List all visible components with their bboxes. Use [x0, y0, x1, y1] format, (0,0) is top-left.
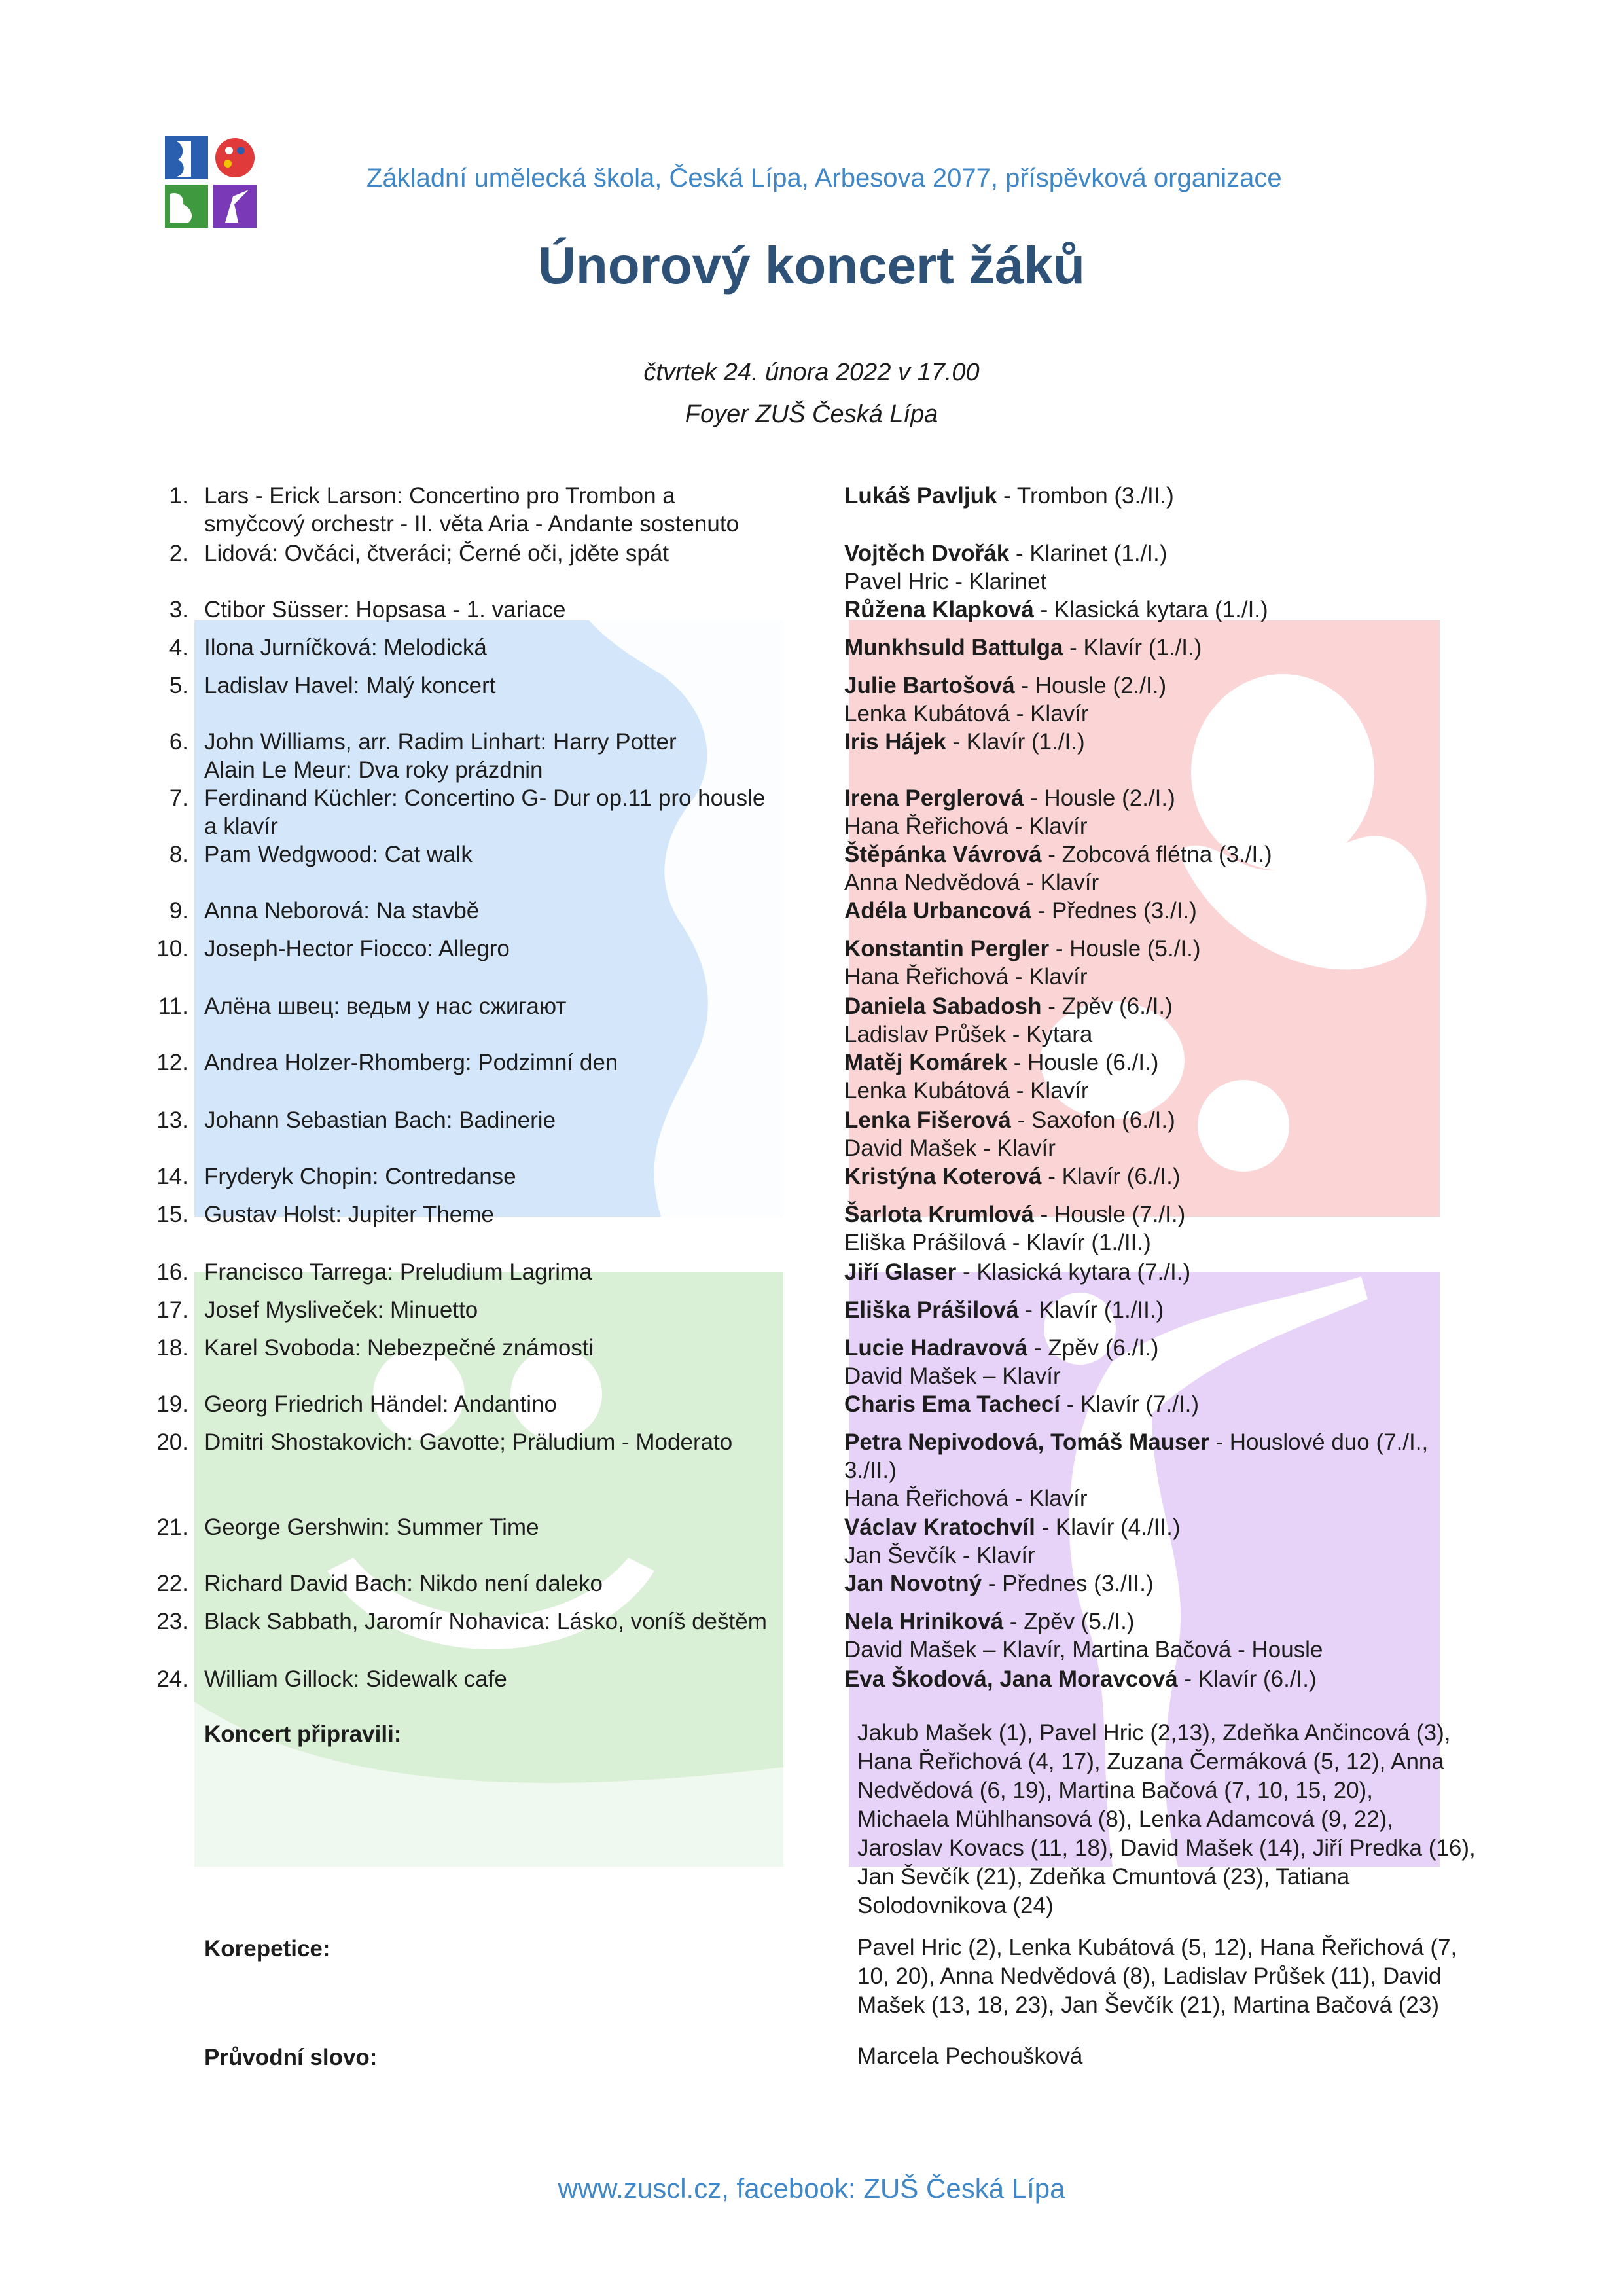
- performer-detail: - Klavír (1./I.): [1063, 635, 1202, 660]
- performer-detail: - Klasická kytara (1./I.): [1033, 597, 1268, 622]
- program-number: 13.: [156, 1107, 188, 1133]
- performer-detail: David Mašek – Klavír: [844, 1363, 1061, 1389]
- performer-name: Růžena Klapková: [844, 597, 1034, 622]
- performer-name: Lenka Fišerová: [844, 1107, 1011, 1133]
- performer-detail: David Mašek – Klavír, Martina Bačová - Housle: [844, 1637, 1323, 1662]
- concert-date: čtvrtek 24. února 2022 v 17.00: [643, 359, 980, 386]
- credits-label: Korepetice:: [204, 1936, 330, 1962]
- performer-name: Jiří Glaser: [844, 1259, 957, 1285]
- performer-detail: - Klavír (4./II.): [1035, 1515, 1181, 1540]
- performer-detail: Hana Řeřichová - Klavír: [844, 1486, 1088, 1511]
- program-performers: [844, 1049, 1499, 1105]
- performer-detail: Ladislav Průšek - Kytara: [844, 1022, 1093, 1047]
- program-number: 11.: [158, 994, 188, 1019]
- program-number: 3.: [169, 597, 188, 622]
- performer-name: Eva Škodová, Jana Moravcová: [844, 1666, 1178, 1692]
- performer-detail: - Housle (7./I.): [1033, 1202, 1186, 1227]
- performer-detail: Hana Řeřichová - Klavír: [844, 814, 1088, 839]
- program-piece: Black Sabbath, Jaromír Nohavica: Lásko, voníš deštěm: [204, 1609, 767, 1634]
- program-number: 12.: [156, 1050, 188, 1075]
- program-piece: Алёна швец: ведьм у нас сжигают: [204, 994, 567, 1019]
- program-piece: Georg Friedrich Händel: Andantino: [204, 1391, 557, 1417]
- performer-detail: Pavel Hric - Klarinet: [844, 569, 1047, 594]
- performer-name: Lukáš Pavljuk: [844, 483, 997, 509]
- program-piece: Andrea Holzer-Rhomberg: Podzimní den: [204, 1050, 618, 1075]
- program-piece: Fryderyk Chopin: Contredanse: [204, 1164, 516, 1189]
- program-performers: [844, 1665, 1499, 1693]
- performer-name: Matěj Komárek: [844, 1050, 1007, 1075]
- program-number: 24.: [156, 1666, 188, 1692]
- program-piece: Dmitri Shostakovich: Gavotte; Präludium - Moderato: [204, 1429, 733, 1455]
- performer-detail: - Klasická kytara (7./I.): [956, 1259, 1191, 1285]
- performer-detail: - Zpěv (6./I.): [1027, 1335, 1159, 1361]
- zus-logo-icon: [165, 136, 257, 228]
- program-number: 6.: [169, 729, 188, 755]
- performer-detail: - Housle (2./I.): [1014, 673, 1167, 698]
- program-number: 17.: [156, 1297, 188, 1323]
- program-number: 2.: [169, 541, 188, 566]
- program-performers: [844, 728, 1499, 756]
- performer-name: Štěpánka Vávrová: [844, 842, 1042, 867]
- program-piece: Gustav Holst: Jupiter Theme: [204, 1202, 494, 1227]
- performer-name: Irena Perglerová: [844, 785, 1024, 811]
- performer-name: Munkhsuld Battulga: [844, 635, 1063, 660]
- performer-detail: Anna Nedvědová - Klavír: [844, 870, 1099, 895]
- performer-detail: - Klarinet (1./I.): [1009, 541, 1168, 566]
- program-performers: [844, 1258, 1499, 1286]
- performer-detail: - Zpěv (5./I.): [1003, 1609, 1135, 1634]
- program-piece: Anna Neborová: Na stavbě: [204, 898, 480, 924]
- concert-venue: Foyer ZUŠ Česká Lípa: [685, 401, 938, 428]
- program-piece: Ferdinand Küchler: Concertino G- Dur op.11 pro housle a klavír: [204, 785, 766, 839]
- credits-text: Marcela Pechoušková: [857, 2043, 1083, 2069]
- program-performers: [844, 596, 1499, 624]
- performer-detail: - Housle (2./I.): [1024, 785, 1175, 811]
- performer-name: Václav Kratochvíl: [844, 1515, 1035, 1540]
- program-performers: [844, 1390, 1499, 1418]
- program-number: 4.: [169, 635, 188, 660]
- program-performers: [844, 1200, 1499, 1257]
- program-piece: Ladislav Havel: Malý koncert: [204, 673, 496, 698]
- program-performers: [844, 672, 1499, 728]
- program-number: 16.: [156, 1259, 188, 1285]
- program-number: 19.: [156, 1391, 188, 1417]
- performer-name: Kristýna Koterová: [844, 1164, 1042, 1189]
- performer-detail: - Přednes (3./II.): [982, 1571, 1154, 1596]
- program-performers: [844, 992, 1499, 1049]
- performer-detail: - Klavír (1./I.): [946, 729, 1085, 755]
- program-number: 1.: [169, 483, 188, 509]
- performer-detail: Lenka Kubátová - Klavír: [844, 1078, 1089, 1103]
- performer-detail: - Klavír (7./I.): [1060, 1391, 1200, 1417]
- performer-detail: - Zpěv (6./I.): [1041, 994, 1173, 1019]
- program-performers: [844, 1570, 1499, 1598]
- performer-detail: - Housle (5./I.): [1049, 936, 1201, 961]
- credits-label: Průvodní slovo:: [204, 2045, 378, 2070]
- program-piece: John Williams, arr. Radim Linhart: Harry Potter Alain Le Meur: Dva roky prázdnin: [204, 729, 677, 783]
- program-piece: Richard David Bach: Nikdo není daleko: [204, 1571, 603, 1596]
- school-name: Základní umělecká škola, Česká Lípa, Arbesova 2077, příspěvková organizace: [366, 164, 1282, 192]
- credits-label: Koncert připravili:: [204, 1721, 402, 1747]
- performer-name: Vojtěch Dvořák: [844, 541, 1010, 566]
- performer-detail: - Přednes (3./I.): [1031, 898, 1197, 924]
- performer-detail: - Klavír (1./II.): [1018, 1297, 1164, 1323]
- program-number: 7.: [169, 785, 188, 811]
- program-piece: Ctibor Süsser: Hopsasa - 1. variace: [204, 597, 566, 622]
- program-performers: [844, 1428, 1499, 1513]
- program-piece: Johann Sebastian Bach: Badinerie: [204, 1107, 556, 1133]
- program-performers: [844, 1607, 1499, 1664]
- performer-name: Lucie Hadravová: [844, 1335, 1028, 1361]
- performer-name: Konstantin Pergler: [844, 936, 1050, 961]
- performer-detail: 3./II.): [844, 1458, 897, 1483]
- performer-name: Petra Nepivodová, Tomáš Mauser: [844, 1429, 1209, 1455]
- performer-name: Eliška Prášilová: [844, 1297, 1019, 1323]
- program-piece: Lars - Erick Larson: Concertino pro Trombon a smyčcový orchestr - II. věta Aria - Andante sostenuto: [204, 483, 740, 537]
- performer-name: Julie Bartošová: [844, 673, 1015, 698]
- program-performers: [844, 482, 1499, 510]
- performer-detail: - Trombon (3./II.): [997, 483, 1174, 509]
- program-performers: [844, 840, 1499, 897]
- program-performers: [844, 634, 1499, 662]
- performer-detail: Hana Řeřichová - Klavír: [844, 964, 1088, 990]
- performer-detail: Jan Ševčík - Klavír: [844, 1543, 1035, 1568]
- program-piece: Josef Mysliveček: Minuetto: [204, 1297, 478, 1323]
- program-performers: [844, 1106, 1499, 1162]
- performer-detail: Eliška Prášilová - Klavír (1./II.): [844, 1230, 1151, 1255]
- program-number: 20.: [156, 1429, 188, 1455]
- performer-detail: - Housle (6./I.): [1007, 1050, 1159, 1075]
- performer-detail: - Klavír (6./I.): [1041, 1164, 1181, 1189]
- program-number: 22.: [156, 1571, 188, 1596]
- performer-name: Šarlota Krumlová: [844, 1202, 1034, 1227]
- program-performers: [844, 1162, 1499, 1191]
- program-number: 5.: [169, 673, 188, 698]
- program-number: 21.: [156, 1515, 188, 1540]
- performer-name: Charis Ema Tachecí: [844, 1391, 1061, 1417]
- program-number: 15.: [156, 1202, 188, 1227]
- performer-detail: - Houslové duo (7./I.,: [1209, 1429, 1429, 1455]
- program-number: 23.: [156, 1609, 188, 1634]
- page-title: Únorový koncert žáků: [538, 236, 1085, 295]
- program-piece: Ilona Jurníčková: Melodická: [204, 635, 487, 660]
- program-performers: [844, 784, 1499, 840]
- performer-name: Iris Hájek: [844, 729, 946, 755]
- program-performers: [844, 935, 1499, 991]
- program-performers: [844, 897, 1499, 925]
- program-number: 8.: [169, 842, 188, 867]
- performer-detail: David Mašek - Klavír: [844, 1136, 1056, 1161]
- credits-text: Pavel Hric (2), Lenka Kubátová (5, 12), Hana Řeřichová (7, 10, 20), Anna Nedvědová (8), Ladislav Průšek (11), David Mašek (13, 18, 23), Jan Ševčík (21), Martina Bačová (23): [857, 1935, 1457, 2018]
- program-number: 10.: [156, 936, 188, 961]
- program-performers: [844, 1296, 1499, 1324]
- performer-name: Nela Hriniková: [844, 1609, 1004, 1634]
- program-performers: [844, 1334, 1499, 1390]
- program-piece: George Gershwin: Summer Time: [204, 1515, 539, 1540]
- program-piece: William Gillock: Sidewalk cafe: [204, 1666, 507, 1692]
- performer-detail: - Zobcová flétna (3./I.): [1041, 842, 1272, 867]
- program-number: 18.: [156, 1335, 188, 1361]
- program-number: 14.: [156, 1164, 188, 1189]
- performer-name: Jan Novotný: [844, 1571, 982, 1596]
- program-performers: [844, 539, 1499, 596]
- performer-name: Adéla Urbancová: [844, 898, 1031, 924]
- program-piece: Pam Wedgwood: Cat walk: [204, 842, 473, 867]
- program-piece: Karel Svoboda: Nebezpečné známosti: [204, 1335, 594, 1361]
- program-piece: Francisco Tarrega: Preludium Lagrima: [204, 1259, 592, 1285]
- program-performers: [844, 1513, 1499, 1570]
- program-piece: Joseph-Hector Fiocco: Allegro: [204, 936, 510, 961]
- performer-detail: - Saxofon (6./I.): [1010, 1107, 1175, 1133]
- performer-name: Daniela Sabadosh: [844, 994, 1042, 1019]
- credits-text: Jakub Mašek (1), Pavel Hric (2,13), Zdeňka Ančincová (3), Hana Řeřichová (4, 17), Zuzana Čermáková (5, 12), Anna Nedvědová (6, 19), Martina Bačová (7, 10, 15, 20), Michaela Mühlhansová (8), Lenka Adamcová (9, 22), Jaroslav Kovacs (11, 18), David Mašek (14), Jiří Predka (16), Jan Ševčík (21), Zdeňka Cmuntová (23), Tatiana Solodovnikova (24): [857, 1720, 1476, 1918]
- footer-links: www.zuscl.cz, facebook: ZUŠ Česká Lípa: [558, 2173, 1065, 2204]
- program-number: 9.: [169, 898, 188, 924]
- performer-detail: Lenka Kubátová - Klavír: [844, 701, 1089, 726]
- program-piece: Lidová: Ovčáci, čtveráci; Černé oči, jděte spát: [204, 541, 669, 566]
- performer-detail: - Klavír (6./I.): [1177, 1666, 1317, 1692]
